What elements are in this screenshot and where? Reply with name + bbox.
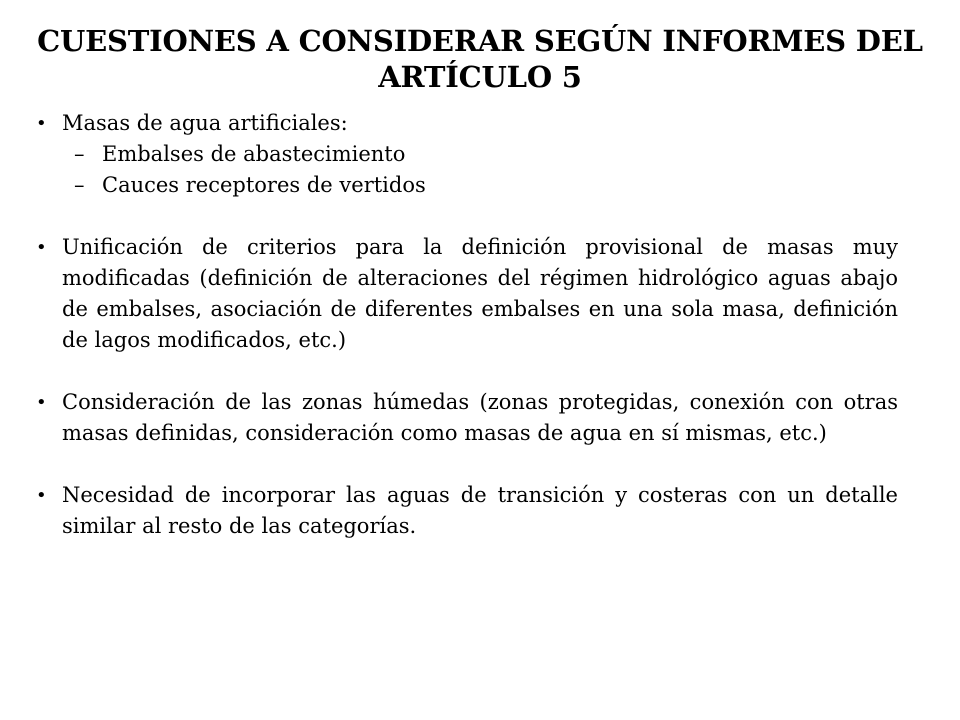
sub-item-text: Cauces receptores de vertidos [102, 173, 426, 197]
sub-item-reservoirs [36, 139, 898, 170]
bullet-icon: • [36, 485, 47, 506]
spacer [36, 201, 898, 232]
bullet-item-wetlands [36, 387, 898, 449]
sub-item-riverbeds [36, 170, 898, 201]
bullet-list [36, 108, 898, 542]
bullet-item-unification [36, 232, 898, 356]
bullet-text: Unificación de criterios para la definición provisional de masas muy modificadas (definición de alteraciones del régimen hidrológico aguas abajo de embalses, asociación de diferentes embalses en una sola masa, definición de lagos modificados, etc.) [62, 235, 898, 352]
bullet-icon: • [36, 237, 47, 258]
bullet-text: Masas de agua artificiales: [62, 111, 348, 135]
bullet-item-transitional-waters [36, 480, 898, 542]
spacer [36, 356, 898, 387]
sub-item-text: Embalses de abastecimiento [102, 142, 406, 166]
bullet-icon: • [36, 113, 47, 134]
bullet-item-artificial-waters [36, 108, 898, 139]
title-line-2: ARTÍCULO 5 [378, 60, 582, 95]
bullet-text: Consideración de las zonas húmedas (zonas protegidas, conexión con otras masas definidas, consideración como masas de agua en sí mismas, etc.) [62, 390, 898, 445]
spacer [36, 449, 898, 480]
dash-icon: – [74, 173, 85, 197]
dash-icon: – [74, 142, 85, 166]
bullet-icon: • [36, 392, 47, 413]
sub-list [36, 139, 898, 201]
slide-title [0, 23, 960, 95]
bullet-text: Necesidad de incorporar las aguas de transición y costeras con un detalle similar al resto de las categorías. [62, 483, 898, 538]
title-line-1: CUESTIONES A CONSIDERAR SEGÚN INFORMES DEL [37, 24, 923, 59]
